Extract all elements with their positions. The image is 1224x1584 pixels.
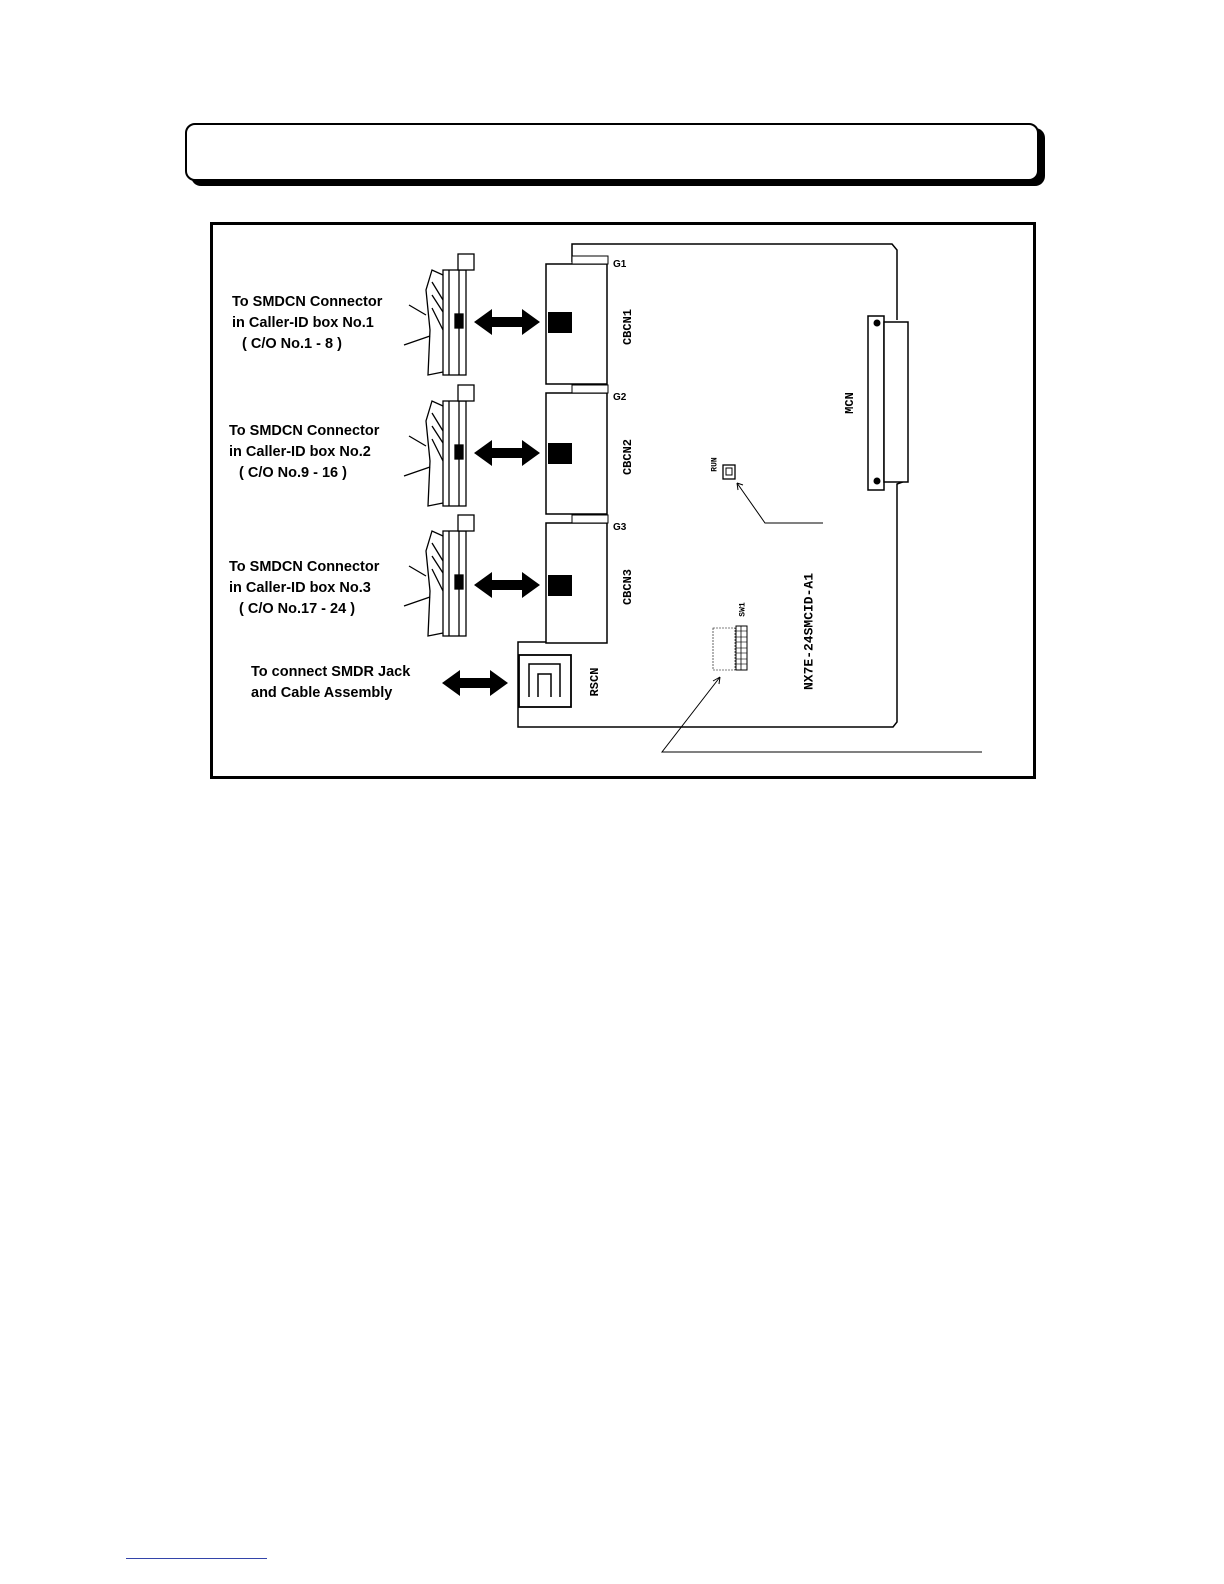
cable-connector-2 xyxy=(404,385,474,506)
cbcn2-block xyxy=(546,385,608,514)
double-arrow-smdr xyxy=(442,670,508,696)
label-smdr-line1: To connect SMDR Jack xyxy=(251,664,411,680)
label-conn3-line2: in Caller-ID box No.3 xyxy=(229,580,371,596)
label-rscn: RSCN xyxy=(588,667,602,697)
label-cbcn1: CBCN1 xyxy=(621,309,635,346)
label-run: RUN xyxy=(710,457,720,472)
label-conn1-line2: in Caller-ID box No.1 xyxy=(232,315,374,331)
label-smdr-line2: and Cable Assembly xyxy=(251,685,393,701)
label-conn1-line1: To SMDCN Connector xyxy=(232,294,383,310)
label-conn3-line1: To SMDCN Connector xyxy=(229,559,380,575)
sw1-switch xyxy=(662,626,982,752)
label-g3: G3 xyxy=(613,522,627,533)
label-g1: G1 xyxy=(613,259,627,270)
label-model: NX7E-24SMCID-A1 xyxy=(801,572,817,691)
label-cbcn3: CBCN3 xyxy=(621,569,635,606)
double-arrow-2 xyxy=(474,440,540,466)
cbcn1-block xyxy=(546,256,608,384)
label-smdr xyxy=(251,662,410,704)
label-conn3-line3: ( C/O No.17 - 24 ) xyxy=(239,601,356,617)
cable-connector-1 xyxy=(404,254,474,375)
label-conn2-line2: in Caller-ID box No.2 xyxy=(229,444,371,460)
double-arrow-1 xyxy=(474,309,540,335)
label-sw1: SW1 xyxy=(738,602,748,617)
cbcn3-block xyxy=(546,515,608,643)
label-conn2 xyxy=(229,421,379,484)
label-mcn: MCN xyxy=(843,392,857,414)
label-cbcn2: CBCN2 xyxy=(621,439,635,476)
label-conn2-line1: To SMDCN Connector xyxy=(229,423,380,439)
mcn-connector xyxy=(868,316,908,490)
label-conn1 xyxy=(232,292,382,355)
run-led xyxy=(723,465,823,523)
footer-rule xyxy=(126,1558,267,1559)
label-conn1-line3: ( C/O No.1 - 8 ) xyxy=(242,336,342,352)
label-g2: G2 xyxy=(613,392,627,403)
rscn-jack xyxy=(519,655,571,707)
label-conn2-line3: ( C/O No.9 - 16 ) xyxy=(239,465,347,481)
label-conn3 xyxy=(229,557,379,620)
double-arrow-3 xyxy=(474,572,540,598)
cable-connector-3 xyxy=(404,515,474,636)
